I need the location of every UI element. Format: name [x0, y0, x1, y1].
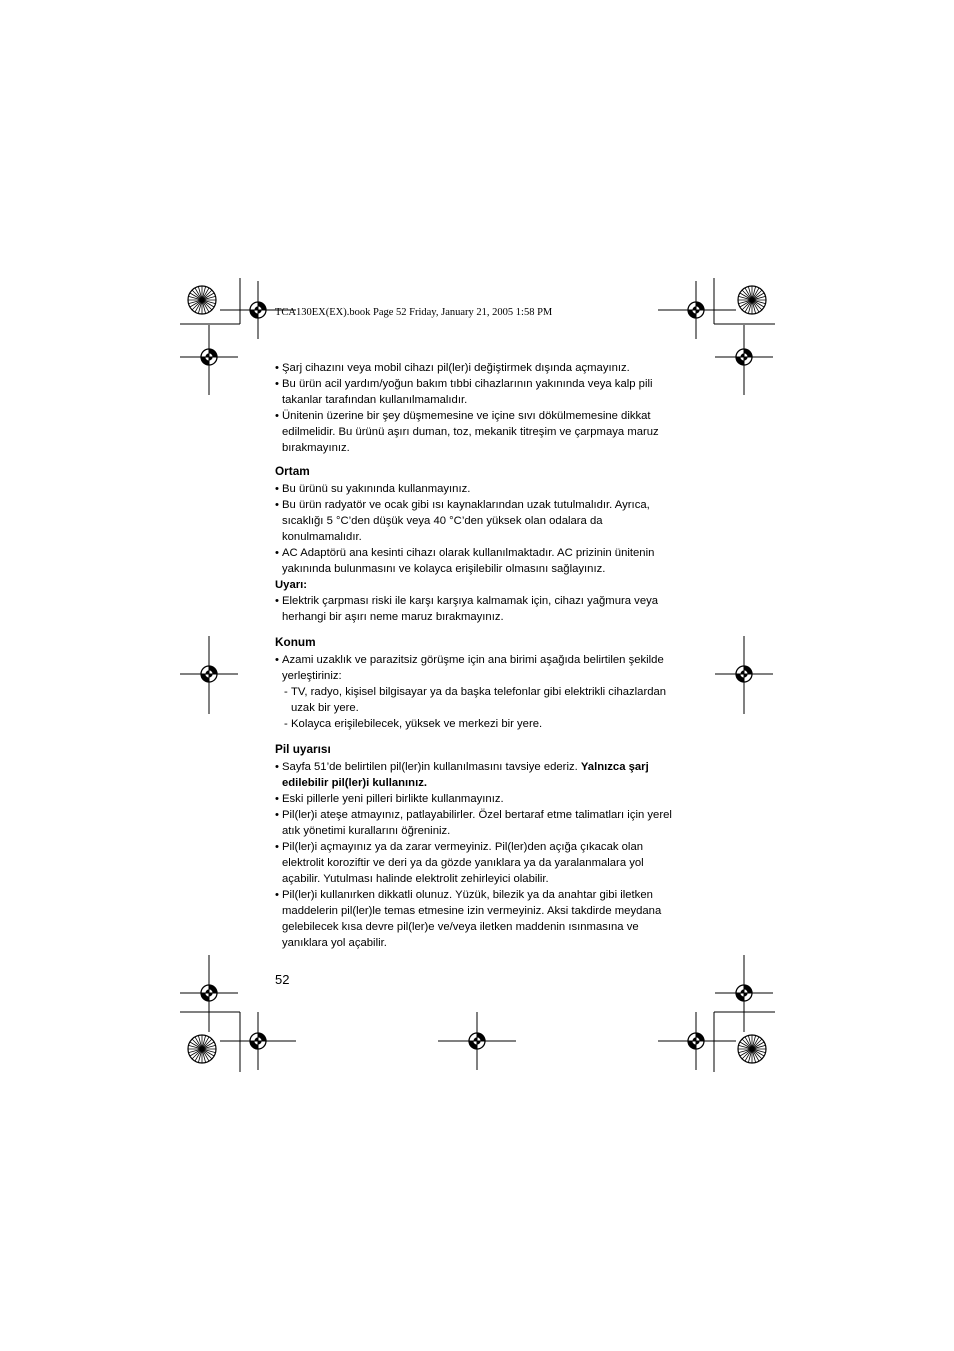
- list-item: • Pil(ler)i açmayınız ya da zarar vermeyiniz. Pil(ler)den açığa çıkacak olan elektrolit koroziftir ve deri ya da gözde yanıklara ya da yaralanmalara yol açabilir. Yutulması halinde elektrolit zehirleyici olabilir.: [275, 839, 685, 887]
- list-item: • Bu ürün radyatör ve ocak gibi ısı kaynaklarından uzak tutulmalıdır. Ayrıca, sıcaklığı 5 °C’den düşük veya 40 °C’den yüksek olan odalara da konulmamalıdır.: [275, 497, 685, 545]
- star-target-bottom-left: [180, 1012, 240, 1072]
- list-item: • Bu ürün acil yardım/yoğun bakım tıbbi cihazlarının yakınında veya kalp pili takanlar tarafından kullanılmamalıdır.: [275, 376, 685, 408]
- list-item: • Azami uzaklık ve parazitsiz görüşme için ana birimi aşağıda belirtilen şekilde yerleştiriniz:: [275, 652, 685, 684]
- print-header: TCA130EX(EX).book Page 52 Friday, January 21, 2005 1:58 PM: [275, 307, 553, 318]
- section-heading-pil: Pil uyarısı: [275, 742, 331, 756]
- star-target-top-right: [714, 278, 775, 324]
- page-content: [275, 360, 685, 951]
- list-item: • Ünitenin üzerine bir şey düşmemesine ve içine sıvı dökülmemesine dikkat edilmelidir. Bu ürünü aşırı duman, toz, mekanik titreşim ve çarpmaya maruz bırakmayınız.: [275, 408, 685, 456]
- list-item: [275, 759, 685, 791]
- recommendation-text: Sayfa 51’de belirtilen pil(ler)in kullanılmasını tavsiye ederiz.: [282, 761, 581, 773]
- sub-list-item: - Kolayca erişilebilecek, yüksek ve merkezi bir yere.: [275, 716, 685, 732]
- rechargeable-warning: Yalnızca şarj edilebilir pil(ler)i kullanınız.: [282, 761, 649, 789]
- list-item: • Eski pillerle yeni pilleri birlikte kullanmayınız.: [275, 791, 685, 807]
- list-item: • AC Adaptörü ana kesinti cihazı olarak kullanılmaktadır. AC prizinin ünitenin yakınında bulunmasını ve kolayca erişilebilir olmasını sağlayınız.: [275, 545, 685, 577]
- list-item: • Bu ürünü su yakınında kullanmayınız.: [275, 481, 685, 497]
- sub-list-item: - TV, radyo, kişisel bilgisayar ya da başka telefonlar gibi elektrikli cihazlardan uzak bir yere.: [275, 684, 685, 716]
- list-item: • Elektrik çarpması riski ile karşı karşıya kalmamak için, cihazı yağmura veya herhangi bir aşırı neme maruz bırakmayınız.: [275, 593, 685, 625]
- list-item: • Pil(ler)i ateşe atmayınız, patlayabilirler. Özel bertaraf etme talimatları için yerel atık yönetimi kurallarını öğreniniz.: [275, 807, 685, 839]
- section-heading-ortam: Ortam: [275, 464, 310, 478]
- list-item: • Şarj cihazını veya mobil cihazı pil(ler)i değiştirmek dışında açmayınız.: [275, 360, 685, 376]
- warning-label: Uyarı:: [275, 579, 308, 591]
- list-item: • Pil(ler)i kullanırken dikkatli olunuz. Yüzük, bilezik ya da anahtar gibi iletken maddelerin pil(ler)le temas etmesine izin vermeyiniz. Aksi takdirde meydana gelebilecek kısa devre pil(ler)e ve/veya iletken maddenin ısınmasına ve yanıklara yol açabilir.: [275, 887, 685, 951]
- page-number: 52: [275, 972, 290, 987]
- section-heading-konum: Konum: [275, 635, 316, 649]
- star-target-top-left: [180, 278, 240, 324]
